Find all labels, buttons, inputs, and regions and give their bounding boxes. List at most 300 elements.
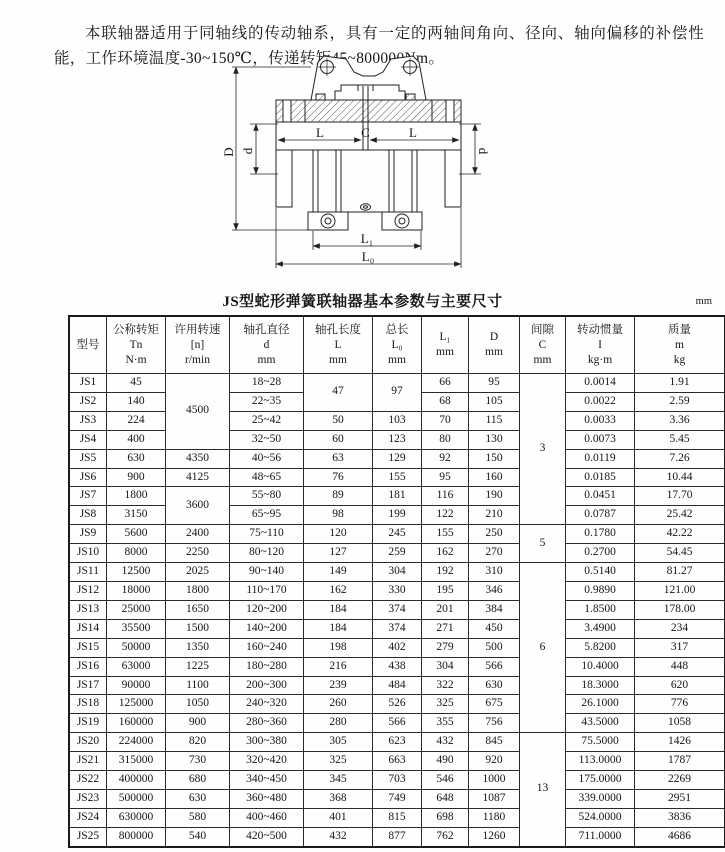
table-cell: 162 xyxy=(304,581,373,600)
table-cell: 12500 xyxy=(107,563,166,582)
table-cell: 2250 xyxy=(166,544,230,563)
unit-note: mm xyxy=(695,296,712,307)
table-cell: 815 xyxy=(373,808,422,827)
table-cell: 346 xyxy=(469,581,520,600)
table-row xyxy=(69,525,725,544)
table-cell: 43.5000 xyxy=(566,714,635,733)
table-cell: 374 xyxy=(373,619,422,638)
dim-label-d-right: d xyxy=(476,147,491,155)
dim-label-L0: L₀ xyxy=(361,249,375,264)
table-cell: 250 xyxy=(469,525,520,544)
table-cell: 5.8200 xyxy=(566,638,635,657)
table-cell: 184 xyxy=(304,619,373,638)
table-cell: 160000 xyxy=(107,714,166,733)
table-cell: 40~56 xyxy=(230,449,304,468)
table-cell: 0.0787 xyxy=(566,506,635,525)
table-cell: 125000 xyxy=(107,695,166,714)
table-cell: 5.45 xyxy=(635,430,725,449)
table-cell: 400~460 xyxy=(230,808,304,827)
table-cell: 224000 xyxy=(107,733,166,752)
table-cell: 630 xyxy=(469,676,520,695)
coupling-drawing xyxy=(220,50,512,288)
table-cell: 3150 xyxy=(107,506,166,525)
table-cell: 47 xyxy=(304,374,373,412)
table-cell: JS13 xyxy=(69,600,107,619)
table-cell: 48~65 xyxy=(230,468,304,487)
table-cell: 279 xyxy=(422,638,469,657)
column-header: 轴孔长度 L mm xyxy=(304,316,373,374)
table-cell: 0.0073 xyxy=(566,430,635,449)
table-cell: 50000 xyxy=(107,638,166,657)
table-cell: 65~95 xyxy=(230,506,304,525)
table-cell: 630 xyxy=(107,449,166,468)
table-cell: 25~42 xyxy=(230,411,304,430)
table-cell: 10.4000 xyxy=(566,657,635,676)
table-cell: 820 xyxy=(166,733,230,752)
table-cell: 438 xyxy=(373,657,422,676)
table-cell: 1500 xyxy=(166,619,230,638)
table-cell: 845 xyxy=(469,733,520,752)
table-cell: 18~28 xyxy=(230,374,304,393)
table-cell: 355 xyxy=(422,714,469,733)
table-cell: 730 xyxy=(166,752,230,771)
table-cell: 304 xyxy=(373,563,422,582)
table-cell: 322 xyxy=(422,676,469,695)
table-cell: 711.0000 xyxy=(566,827,635,846)
table-cell: 1650 xyxy=(166,600,230,619)
table-cell: 680 xyxy=(166,771,230,790)
table-cell: 330 xyxy=(373,581,422,600)
table-cell: 1260 xyxy=(469,827,520,846)
table-cell: JS7 xyxy=(69,487,107,506)
table-cell: 400000 xyxy=(107,771,166,790)
table-cell: 317 xyxy=(635,638,725,657)
table-cell: JS18 xyxy=(69,695,107,714)
table-cell: 448 xyxy=(635,657,725,676)
table-cell: 0.0119 xyxy=(566,449,635,468)
table-cell: JS12 xyxy=(69,581,107,600)
table-cell: JS5 xyxy=(69,449,107,468)
table-cell: 216 xyxy=(304,657,373,676)
table-cell: 149 xyxy=(304,563,373,582)
table-row xyxy=(69,563,725,582)
table-cell: 2.59 xyxy=(635,392,725,411)
table-cell: 360~480 xyxy=(230,789,304,808)
table-cell: JS23 xyxy=(69,789,107,808)
column-header: D mm xyxy=(469,316,520,374)
table-cell: 4350 xyxy=(166,449,230,468)
table-row xyxy=(69,695,725,714)
table-cell: 620 xyxy=(635,676,725,695)
column-header: L₁ mm xyxy=(422,316,469,374)
table-cell: 0.0033 xyxy=(566,411,635,430)
table-cell: 2400 xyxy=(166,525,230,544)
table-cell: 35500 xyxy=(107,619,166,638)
table-cell: 540 xyxy=(166,827,230,846)
table-cell: 2025 xyxy=(166,563,230,582)
table-cell: 1087 xyxy=(469,789,520,808)
table-cell: 2269 xyxy=(635,771,725,790)
foot-left xyxy=(308,212,348,230)
table-cell: 8000 xyxy=(107,544,166,563)
table-cell: 192 xyxy=(422,563,469,582)
table-cell: 110~170 xyxy=(230,581,304,600)
dim-label-d-left: d xyxy=(240,147,255,155)
table-row xyxy=(69,449,725,468)
table-cell: 800000 xyxy=(107,827,166,846)
table-cell: JS22 xyxy=(69,771,107,790)
table-cell: JS24 xyxy=(69,808,107,827)
table-head-row xyxy=(69,316,725,374)
table-cell: 546 xyxy=(422,771,469,790)
nut-right xyxy=(406,94,415,100)
table-cell: 920 xyxy=(469,752,520,771)
table-cell: 4125 xyxy=(166,468,230,487)
table-cell: 402 xyxy=(373,638,422,657)
table-cell: 80~120 xyxy=(230,544,304,563)
table-cell: 630000 xyxy=(107,808,166,827)
table-cell: 245 xyxy=(373,525,422,544)
table-cell: 115 xyxy=(469,411,520,430)
table-cell: 756 xyxy=(469,714,520,733)
table-cell: 1350 xyxy=(166,638,230,657)
table-cell: 384 xyxy=(469,600,520,619)
table-row xyxy=(69,600,725,619)
table-row xyxy=(69,619,725,638)
table-cell: 280 xyxy=(304,714,373,733)
table-cell: 698 xyxy=(422,808,469,827)
table-cell: 0.5140 xyxy=(566,563,635,582)
table-cell: 42.22 xyxy=(635,525,725,544)
column-header: 轴孔直径 d mm xyxy=(230,316,304,374)
table-cell: 92 xyxy=(422,449,469,468)
table-cell: 60 xyxy=(304,430,373,449)
table-cell: 368 xyxy=(304,789,373,808)
coupling-drawing-svg xyxy=(220,50,512,288)
table-cell: 7.26 xyxy=(635,449,725,468)
table-cell: 80 xyxy=(422,430,469,449)
table-cell: 195 xyxy=(422,581,469,600)
table-cell: JS14 xyxy=(69,619,107,638)
dim-label-L-right: L xyxy=(409,125,417,140)
table-cell: 315000 xyxy=(107,752,166,771)
table-cell: 401 xyxy=(304,808,373,827)
table-cell: 210 xyxy=(469,506,520,525)
table-cell: 120 xyxy=(304,525,373,544)
table-cell: 239 xyxy=(304,676,373,695)
table-cell: 663 xyxy=(373,752,422,771)
table-cell: 130 xyxy=(469,430,520,449)
table-cell: 490 xyxy=(422,752,469,771)
table-cell: 340~450 xyxy=(230,771,304,790)
spring-legs xyxy=(313,150,417,212)
table-cell: 320~420 xyxy=(230,752,304,771)
table-cell: 155 xyxy=(422,525,469,544)
table-cell: 55~80 xyxy=(230,487,304,506)
table-cell: 178.00 xyxy=(635,600,725,619)
table-row xyxy=(69,676,725,695)
table-cell: 180~280 xyxy=(230,657,304,676)
table-cell: 630 xyxy=(166,789,230,808)
table-cell: 1100 xyxy=(166,676,230,695)
table-row xyxy=(69,487,725,506)
table-cell: 877 xyxy=(373,827,422,846)
table-cell: 25000 xyxy=(107,600,166,619)
table-cell: 1225 xyxy=(166,657,230,676)
table-cell: 345 xyxy=(304,771,373,790)
table-cell: 325 xyxy=(422,695,469,714)
table-cell: JS2 xyxy=(69,392,107,411)
table-row xyxy=(69,752,725,771)
table-cell: 10.44 xyxy=(635,468,725,487)
table-cell: 675 xyxy=(469,695,520,714)
dim-label-L1: L₁ xyxy=(360,231,374,246)
table-row xyxy=(69,733,725,752)
table-cell: 190 xyxy=(469,487,520,506)
table-cell: 5 xyxy=(520,525,566,563)
table-cell: JS19 xyxy=(69,714,107,733)
table-title-row xyxy=(0,290,725,314)
table-cell: 98 xyxy=(304,506,373,525)
table-cell: 103 xyxy=(373,411,422,430)
table-cell: 234 xyxy=(635,619,725,638)
table-cell: JS4 xyxy=(69,430,107,449)
parameters-table xyxy=(68,315,725,848)
table-cell: 26.1000 xyxy=(566,695,635,714)
table-cell: JS16 xyxy=(69,657,107,676)
table-cell: 95 xyxy=(469,374,520,393)
table-row xyxy=(69,771,725,790)
table-cell: 432 xyxy=(304,827,373,846)
table-cell: 75~110 xyxy=(230,525,304,544)
table-cell: 63 xyxy=(304,449,373,468)
table-cell: 0.2700 xyxy=(566,544,635,563)
table-cell: 200~300 xyxy=(230,676,304,695)
table-cell: 1426 xyxy=(635,733,725,752)
table-cell: 1.8500 xyxy=(566,600,635,619)
table-cell: 54.45 xyxy=(635,544,725,563)
column-header: 转动惯量 I kg·m xyxy=(566,316,635,374)
table-cell: 121.00 xyxy=(635,581,725,600)
nut-left xyxy=(316,94,325,100)
table-cell: 116 xyxy=(422,487,469,506)
table-cell: 703 xyxy=(373,771,422,790)
table-cell: 97 xyxy=(373,374,422,412)
table-cell: 304 xyxy=(422,657,469,676)
table-cell: 1787 xyxy=(635,752,725,771)
table-cell: 89 xyxy=(304,487,373,506)
table-cell: 201 xyxy=(422,600,469,619)
table-cell: 1.91 xyxy=(635,374,725,393)
table-cell: 310 xyxy=(469,563,520,582)
table-cell: 127 xyxy=(304,544,373,563)
table-cell: 900 xyxy=(107,468,166,487)
table-cell: 4500 xyxy=(166,374,230,450)
table-cell: JS11 xyxy=(69,563,107,582)
table-cell: 160 xyxy=(469,468,520,487)
table-cell: 1180 xyxy=(469,808,520,827)
table-cell: 3.36 xyxy=(635,411,725,430)
table-cell: 2951 xyxy=(635,789,725,808)
table-cell: 162 xyxy=(422,544,469,563)
table-cell: 900 xyxy=(166,714,230,733)
table-cell: 90~140 xyxy=(230,563,304,582)
table-cell: 260 xyxy=(304,695,373,714)
table-cell: 70 xyxy=(422,411,469,430)
table-cell: 420~500 xyxy=(230,827,304,846)
column-header: 许用转速 [n] r/min xyxy=(166,316,230,374)
table-cell: JS9 xyxy=(69,525,107,544)
table-cell: 160~240 xyxy=(230,638,304,657)
table-cell: 0.0014 xyxy=(566,374,635,393)
table-cell: 120~200 xyxy=(230,600,304,619)
table-cell: 566 xyxy=(469,657,520,676)
table-cell: JS8 xyxy=(69,506,107,525)
table-cell: JS20 xyxy=(69,733,107,752)
column-header: 型号 xyxy=(69,316,107,374)
table-cell: 198 xyxy=(304,638,373,657)
table-cell: JS15 xyxy=(69,638,107,657)
table-cell: 6 xyxy=(520,563,566,733)
table-cell: 762 xyxy=(422,827,469,846)
table-cell: 749 xyxy=(373,789,422,808)
table-title: JS型蛇形弹簧联轴器基本参数与主要尺寸 xyxy=(222,294,503,310)
dim-label-L-left: L xyxy=(316,125,324,140)
table-cell: 18.3000 xyxy=(566,676,635,695)
column-header: 间隙 C mm xyxy=(520,316,566,374)
table-cell: 400 xyxy=(107,430,166,449)
table-cell: 75.5000 xyxy=(566,733,635,752)
table-cell: 1058 xyxy=(635,714,725,733)
table-body xyxy=(69,374,725,847)
table-cell: 1800 xyxy=(107,487,166,506)
table-cell: 280~360 xyxy=(230,714,304,733)
hub-left xyxy=(276,150,292,207)
table-cell: JS17 xyxy=(69,676,107,695)
table-cell: 22~35 xyxy=(230,392,304,411)
table-row xyxy=(69,808,725,827)
table-cell: 3.4900 xyxy=(566,619,635,638)
table-cell: 175.0000 xyxy=(566,771,635,790)
table-cell: 3 xyxy=(520,374,566,525)
table-cell: 776 xyxy=(635,695,725,714)
table-cell: 270 xyxy=(469,544,520,563)
grease-hole xyxy=(361,204,371,210)
dim-label-D: D xyxy=(221,147,236,157)
table-cell: 95 xyxy=(422,468,469,487)
table-cell: 1000 xyxy=(469,771,520,790)
table-cell: 18000 xyxy=(107,581,166,600)
table-cell: 32~50 xyxy=(230,430,304,449)
intro-paragraph: 本联轴器适用于同轴线的传动轴系，具有一定的两轴间角向、径向、轴向偏移的补偿性能，工作环境温度-30~150℃，传递转矩45~800000Nm。 xyxy=(54,24,704,67)
table-cell: 0.0451 xyxy=(566,487,635,506)
table-cell: 623 xyxy=(373,733,422,752)
table-cell: 1800 xyxy=(166,581,230,600)
table-row xyxy=(69,714,725,733)
table-row xyxy=(69,638,725,657)
table-cell: 484 xyxy=(373,676,422,695)
table-cell: JS6 xyxy=(69,468,107,487)
table-cell: 500000 xyxy=(107,789,166,808)
hub-right xyxy=(445,150,461,207)
table-cell: 184 xyxy=(304,600,373,619)
table-cell: 5600 xyxy=(107,525,166,544)
table-cell: 4686 xyxy=(635,827,725,846)
table-cell: 122 xyxy=(422,506,469,525)
table-cell: 0.1780 xyxy=(566,525,635,544)
column-header: 公称转矩 Tn N·m xyxy=(107,316,166,374)
table-cell: 199 xyxy=(373,506,422,525)
table-cell: 450 xyxy=(469,619,520,638)
table-row xyxy=(69,374,725,393)
table-cell: 3836 xyxy=(635,808,725,827)
table-row xyxy=(69,544,725,563)
table-cell: 129 xyxy=(373,449,422,468)
table-cell: JS21 xyxy=(69,752,107,771)
table-row xyxy=(69,827,725,846)
table-cell: 123 xyxy=(373,430,422,449)
table-cell: 374 xyxy=(373,600,422,619)
table-cell: 500 xyxy=(469,638,520,657)
table-cell: 68 xyxy=(422,392,469,411)
table-cell: 305 xyxy=(304,733,373,752)
foot-right xyxy=(382,212,422,230)
table-cell: JS10 xyxy=(69,544,107,563)
table-cell: 240~320 xyxy=(230,695,304,714)
table-cell: 271 xyxy=(422,619,469,638)
table-cell: 224 xyxy=(107,411,166,430)
table-cell: 1050 xyxy=(166,695,230,714)
table-cell: 66 xyxy=(422,374,469,393)
table-cell: 259 xyxy=(373,544,422,563)
inner-cap xyxy=(335,85,405,100)
table-cell: 17.70 xyxy=(635,487,725,506)
table-cell: 181 xyxy=(373,487,422,506)
column-header: 总长 L₀ mm xyxy=(373,316,422,374)
table-cell: 45 xyxy=(107,374,166,393)
table-cell: JS3 xyxy=(69,411,107,430)
table-cell: 155 xyxy=(373,468,422,487)
table-cell: 300~380 xyxy=(230,733,304,752)
table-cell: 140~200 xyxy=(230,619,304,638)
table-cell: 580 xyxy=(166,808,230,827)
table-cell: 81.27 xyxy=(635,563,725,582)
table-cell: 325 xyxy=(304,752,373,771)
table-cell: 63000 xyxy=(107,657,166,676)
table-row xyxy=(69,789,725,808)
table-cell: 105 xyxy=(469,392,520,411)
table-cell: 150 xyxy=(469,449,520,468)
table-cell: 648 xyxy=(422,789,469,808)
table-cell: 526 xyxy=(373,695,422,714)
table-cell: 140 xyxy=(107,392,166,411)
table-row xyxy=(69,657,725,676)
table-row xyxy=(69,581,725,600)
table-cell: 339.0000 xyxy=(566,789,635,808)
table-cell: 0.0185 xyxy=(566,468,635,487)
table-cell: 113.0000 xyxy=(566,752,635,771)
table-cell: 432 xyxy=(422,733,469,752)
table-cell: 524.0000 xyxy=(566,808,635,827)
dim-label-C: C xyxy=(361,125,370,140)
table-cell: 3600 xyxy=(166,487,230,525)
table-cell: JS1 xyxy=(69,374,107,393)
table-cell: 566 xyxy=(373,714,422,733)
table-cell: 50 xyxy=(304,411,373,430)
table-row xyxy=(69,468,725,487)
table-cell: 90000 xyxy=(107,676,166,695)
table-cell: 0.0022 xyxy=(566,392,635,411)
